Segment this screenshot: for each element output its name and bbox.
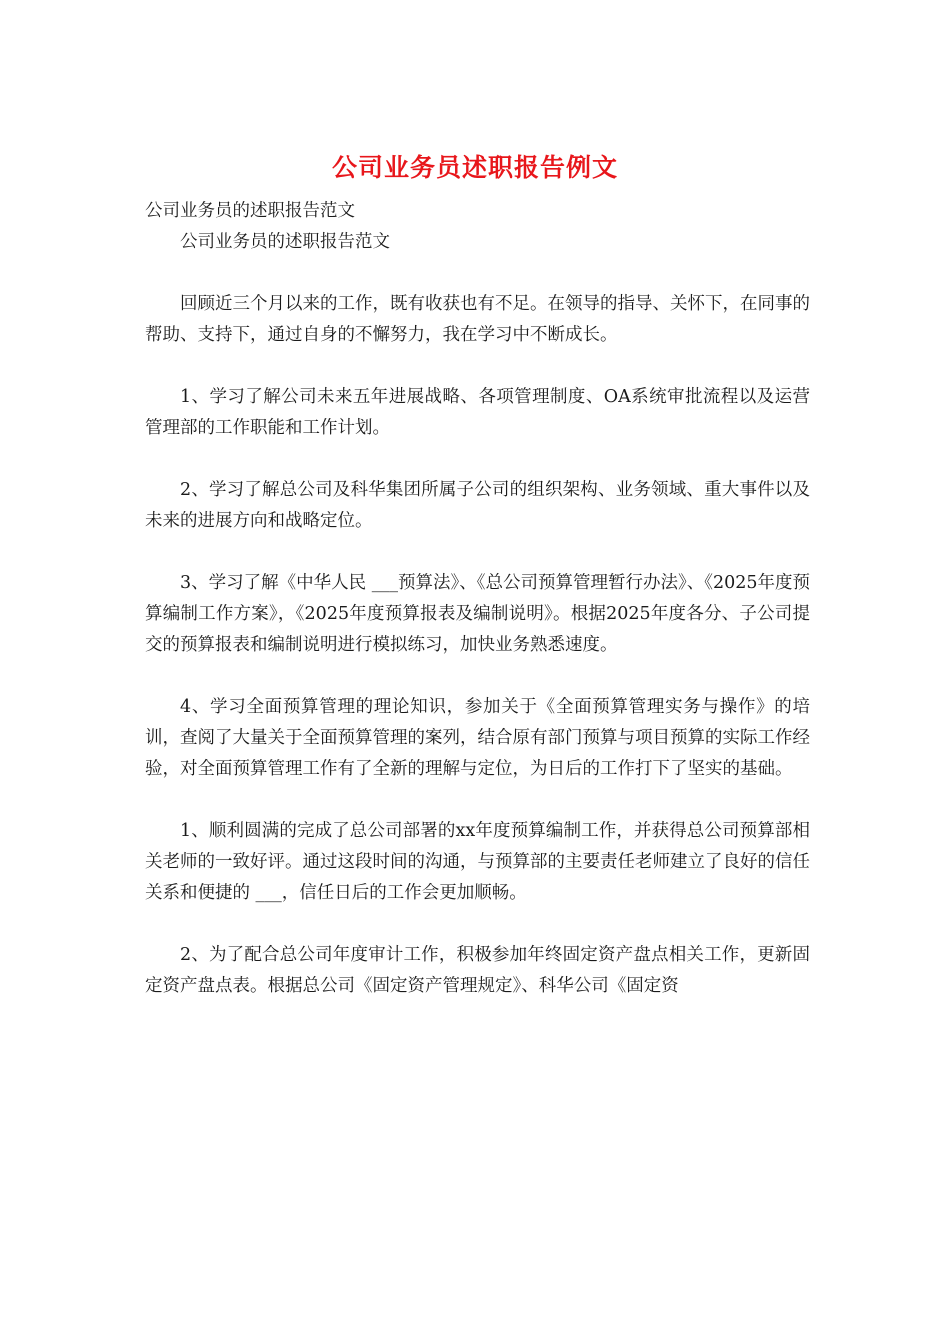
paragraph-study-2: 2、学习了解总公司及科华集团所属子公司的组织架构、业务领域、重大事件以及未来的进展方向和战略定位。 — [145, 480, 810, 531]
paragraph-work-2: 2、为了配合总公司年度审计工作，积极参加年终固定资产盘点相关工作，更新固定资产盘点表。根据总公司《固定资产管理规定》、科华公司《固定资 — [145, 945, 810, 996]
document-subtitle-indented: 公司业务员的述职报告范文 — [180, 232, 390, 252]
paragraph-study-3: 3、学习了解《中华人民 ___预算法》、《总公司预算管理暂行办法》、《2025年度预算编制工作方案》，《2025年度预算报表及编制说明》。根据2025年度各分、子公司提交的预算报表和编制说明进行模拟练习，加快业务熟悉速度。 — [145, 573, 810, 655]
document-title: 公司业务员述职报告例文 — [331, 153, 618, 182]
document-subtitle: 公司业务员的述职报告范文 — [145, 201, 355, 221]
paragraph-intro: 回顾近三个月以来的工作，既有收获也有不足。在领导的指导、关怀下，在同事的帮助、支持下，通过自身的不懈努力，我在学习中不断成长。 — [145, 294, 810, 345]
paragraph-study-1: 1、学习了解公司未来五年进展战略、各项管理制度、OA系统审批流程以及运营管理部的工作职能和工作计划。 — [145, 387, 810, 438]
paragraph-work-1: 1、顺利圆满的完成了总公司部署的xx年度预算编制工作，并获得总公司预算部相关老师的一致好评。通过这段时间的沟通，与预算部的主要责任老师建立了良好的信任关系和便捷的 ___，信任日后的工作会更加顺畅。 — [145, 821, 810, 903]
paragraph-study-4: 4、学习全面预算管理的理论知识，参加关于《全面预算管理实务与操作》的培训，查阅了大量关于全面预算管理的案列，结合原有部门预算与项目预算的实际工作经验，对全面预算管理工作有了全新的理解与定位，为日后的工作打下了坚实的基础。 — [145, 697, 810, 779]
document-body — [145, 196, 810, 1033]
